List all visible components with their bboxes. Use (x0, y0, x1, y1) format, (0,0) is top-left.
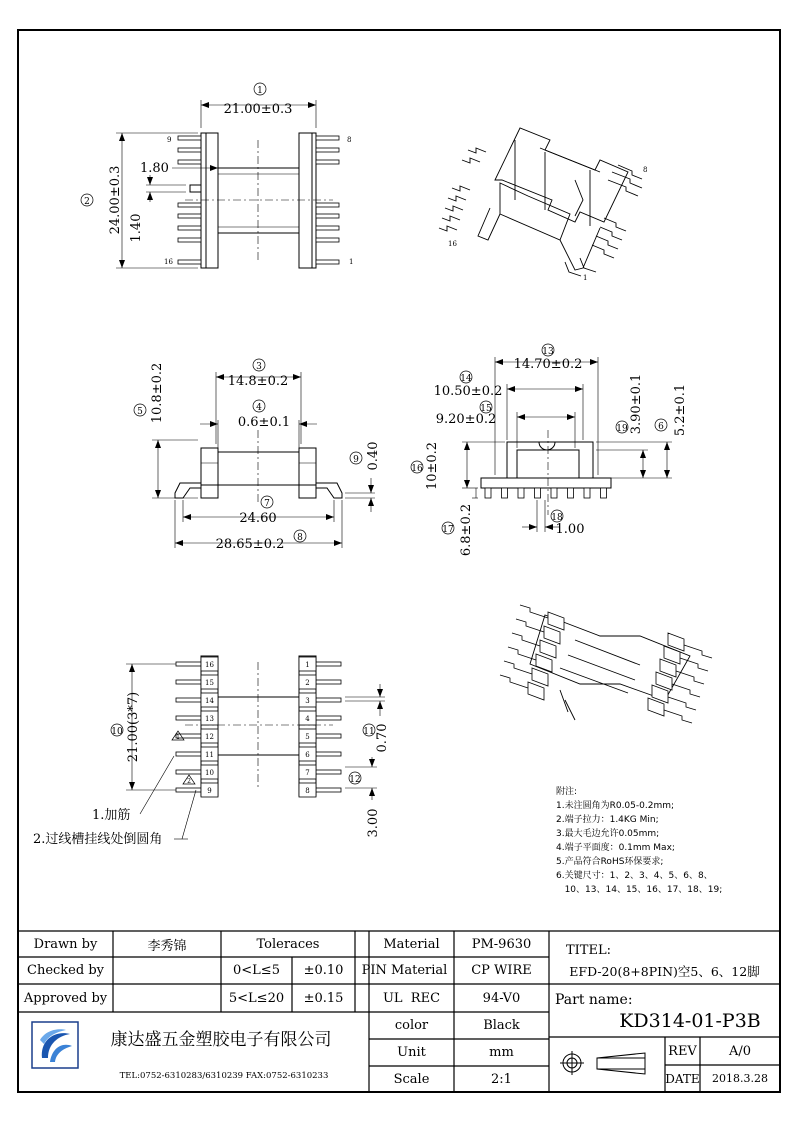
material-value: PM-9630 (471, 936, 532, 952)
balloon-1: 1 (257, 86, 263, 96)
bottom-pin-left (176, 788, 201, 792)
pin-label-9: 9 (167, 136, 172, 144)
iso-pin (500, 675, 528, 688)
dim-21-3x7: 21.00(3*7) (126, 691, 141, 763)
iso-pin-block (528, 682, 544, 700)
pin-number-left: 13 (205, 715, 214, 723)
pin-number-right: 2 (305, 679, 310, 687)
unit-label: Unit (397, 1045, 426, 1060)
svg-text:9: 9 (353, 455, 359, 465)
tol2-value: ±0.15 (303, 990, 344, 1006)
dim-21: 21.00±0.3 (223, 102, 293, 117)
pin-left (178, 148, 201, 152)
pin-right (316, 148, 339, 152)
dim-10: 10±0.2 (425, 441, 440, 491)
dim-10-50: 10.50±0.2 (433, 384, 503, 399)
svg-text:17: 17 (442, 525, 454, 535)
pin-right (316, 214, 339, 218)
note-4: 4.端子平面度：0.1mm Max; (556, 843, 675, 853)
bottom-pin-right (316, 716, 341, 720)
pin-number-left: 9 (207, 787, 212, 795)
dim-24: 24.00±0.3 (108, 165, 123, 235)
svg-text:18: 18 (551, 513, 563, 523)
side-pin (535, 488, 541, 498)
iso-pin (504, 661, 532, 674)
scale-value: 2:1 (491, 1071, 512, 1087)
svg-text:16: 16 (411, 464, 423, 474)
bottom-pin-right (316, 752, 341, 756)
balloon-2: 2 (84, 197, 90, 207)
note-5: 5.产品符合RoHS环保要求; (556, 857, 664, 867)
rev-value: A/0 (728, 1043, 752, 1059)
date-value: 2018.3.28 (712, 1072, 768, 1085)
dim-0-70: 0.70 (375, 723, 390, 753)
side-pin (601, 488, 607, 498)
dim-1-00: 1.00 (555, 522, 585, 537)
pin-number-right: 7 (305, 769, 310, 777)
titel-label: TITEL: (566, 942, 611, 958)
dim-3-90: 3.90±0.1 (629, 373, 644, 435)
pin-number-right: 6 (305, 751, 310, 759)
dim-0-40: 0.40 (366, 441, 381, 471)
part-name-value: KD314-01-P3B (619, 1010, 761, 1032)
pin-number-left: 16 (205, 661, 214, 669)
projection-symbol (560, 1051, 645, 1075)
scale-label: Scale (393, 1071, 430, 1087)
svg-text:5: 5 (137, 407, 143, 417)
callout-fillet: 2.过线槽挂线处倒圆角 (33, 832, 163, 847)
iso-pin-block (544, 626, 560, 644)
iso-pin-1: 1 (583, 274, 588, 282)
dim-0-6: 0.6±0.1 (237, 415, 291, 430)
bottom-pin-right (316, 770, 341, 774)
front-view-labels (134, 359, 381, 552)
dim-9-20: 9.20±0.2 (435, 412, 497, 427)
iso-pin (668, 697, 696, 710)
pin-left (178, 260, 201, 264)
pin-label-1: 1 (349, 258, 354, 266)
dim-3-00: 3.00 (366, 808, 381, 838)
pin-label-16: 16 (164, 258, 173, 266)
dim-5-2: 5.2±0.1 (673, 383, 688, 437)
pin-right (316, 203, 339, 207)
pin-label-8: 8 (347, 136, 352, 144)
pin-left (178, 214, 201, 218)
notes-heading: 附注: (556, 787, 578, 797)
bottom-pin-right (316, 680, 341, 684)
dim-24-60: 24.60 (239, 511, 277, 526)
iso-pin-block (540, 640, 556, 658)
pin-right (316, 238, 339, 242)
tol2-range: 5<L≤20 (228, 990, 285, 1006)
dim-6-8: 6.8±0.2 (459, 503, 474, 557)
dim-10-8: 10.8±0.2 (150, 362, 165, 424)
bottom-pin-left (176, 698, 201, 702)
bottom-pin-right (316, 662, 341, 666)
iso-view-top (439, 128, 642, 276)
dim-28-65: 28.65±0.2 (215, 537, 285, 552)
pin-number-left: 12 (205, 733, 214, 741)
svg-text:15: 15 (480, 404, 492, 414)
titel-value: EFD-20(8+8PIN)空5、6、12脚 (569, 964, 760, 979)
pin-left (178, 203, 201, 207)
tol1-range: 0<L≤5 (233, 963, 280, 978)
svg-text:10: 10 (111, 727, 123, 737)
pin-number-left: 14 (205, 697, 214, 705)
bottom-pin-left (176, 716, 201, 720)
svg-text:19: 19 (616, 424, 628, 434)
svg-text:4: 4 (256, 403, 262, 413)
pin-left (178, 160, 201, 164)
bottom-pin-left (176, 752, 201, 756)
svg-text:8: 8 (297, 533, 303, 543)
dim-14-8: 14.8±0.2 (227, 374, 289, 389)
iso-pin (672, 684, 700, 697)
pin-number-right: 8 (305, 787, 310, 795)
iso-pin (664, 710, 692, 723)
date-label: DATE (665, 1071, 700, 1086)
bottom-view (126, 656, 385, 839)
side-pin (518, 488, 524, 498)
checked-by-label: Checked by (27, 963, 104, 978)
tolerances-label: Toleraces (256, 936, 320, 952)
pin-left (178, 136, 201, 140)
iso-pin (520, 605, 548, 618)
note-6: 6.关键尺寸：1、2、3、4、5、6、8、 (556, 871, 713, 881)
bottom-pin-left (176, 680, 201, 684)
dim-1-80: 1.80 (140, 161, 169, 176)
bottom-pin-left (176, 662, 201, 666)
pin-number-right: 4 (305, 715, 310, 723)
checked-by-value (113, 957, 221, 984)
svg-text:14: 14 (460, 374, 472, 384)
dim-1-40: 1.40 (129, 213, 144, 243)
iso-pin-block (536, 654, 552, 672)
drawn-by-label: Drawn by (33, 936, 98, 952)
iso-pin (516, 619, 544, 632)
iso-pin (684, 645, 712, 658)
note-6-cont: 10、13、14、15、16、17、18、19; (556, 885, 723, 895)
note-2: 2.端子拉力：1.4KG Min; (556, 815, 659, 825)
side-pin (485, 488, 491, 498)
pin-number-right: 5 (305, 733, 310, 741)
pin-right (316, 260, 339, 264)
bottom-pin-right (316, 734, 341, 738)
iso-pin-8: 8 (643, 166, 648, 174)
note-3: 3.最大毛边允许0.05mm; (556, 829, 660, 839)
bottom-pin-left (176, 770, 201, 774)
svg-text:6: 6 (658, 422, 664, 432)
tol1-value: ±0.10 (303, 963, 344, 978)
pin-number-right: 1 (305, 661, 310, 669)
triangle-mark-1: 1 (176, 734, 180, 741)
company-logo (32, 1022, 78, 1068)
svg-text:7: 7 (264, 499, 270, 509)
color-value: Black (483, 1018, 520, 1033)
color-label: color (394, 1018, 429, 1033)
side-pin (502, 488, 508, 498)
svg-text:12: 12 (349, 775, 361, 785)
rev-label: REV (668, 1043, 697, 1059)
pin-material-value: CP WIRE (471, 963, 532, 978)
top-view (116, 100, 339, 268)
ul-label: UL REC (382, 990, 441, 1006)
bottom-pin-right (316, 698, 341, 702)
callout-rib: 1.加筋 (92, 808, 131, 823)
pin-number-left: 15 (205, 679, 214, 687)
drawn-by-value: 李秀锦 (147, 938, 187, 954)
ul-value: 94-V0 (482, 990, 521, 1006)
iso-pin (680, 658, 708, 671)
notes (556, 785, 722, 897)
pin-number-right: 3 (305, 697, 310, 705)
svg-text:13: 13 (542, 347, 554, 357)
side-pin (584, 488, 590, 498)
dim-14-70: 14.70±0.2 (513, 357, 583, 372)
pin-right (316, 160, 339, 164)
pin-number-left: 11 (205, 751, 214, 759)
iso-view-bottom (500, 605, 712, 723)
material-label: Material (383, 936, 440, 952)
approved-by-value (113, 984, 221, 1012)
pin-right (316, 136, 339, 140)
svg-text:3: 3 (256, 362, 262, 372)
note-1: 1.未注圆角为R0.05-0.2mm; (556, 801, 675, 811)
side-pin (551, 488, 557, 498)
pin-number-left: 10 (205, 769, 214, 777)
iso-pin-block (548, 612, 564, 630)
triangle-mark-2: 2 (187, 778, 191, 785)
pin-left (178, 238, 201, 242)
pin-material-label: PIN Material (361, 963, 448, 978)
approved-by-label: Approved by (23, 990, 108, 1006)
company-contact: TEL:0752-6310283/6310239 FAX:0752-6310233 (119, 1071, 329, 1081)
pin-left (178, 226, 201, 230)
iso-pin-16: 16 (448, 240, 457, 248)
side-pin (568, 488, 574, 498)
company-name: 康达盛五金塑胶电子有限公司 (110, 1029, 332, 1050)
pin-right (316, 226, 339, 230)
part-name-label: Part name: (555, 992, 633, 1008)
unit-value: mm (489, 1045, 514, 1060)
svg-text:11: 11 (363, 727, 375, 737)
bottom-pin-right (316, 788, 341, 792)
